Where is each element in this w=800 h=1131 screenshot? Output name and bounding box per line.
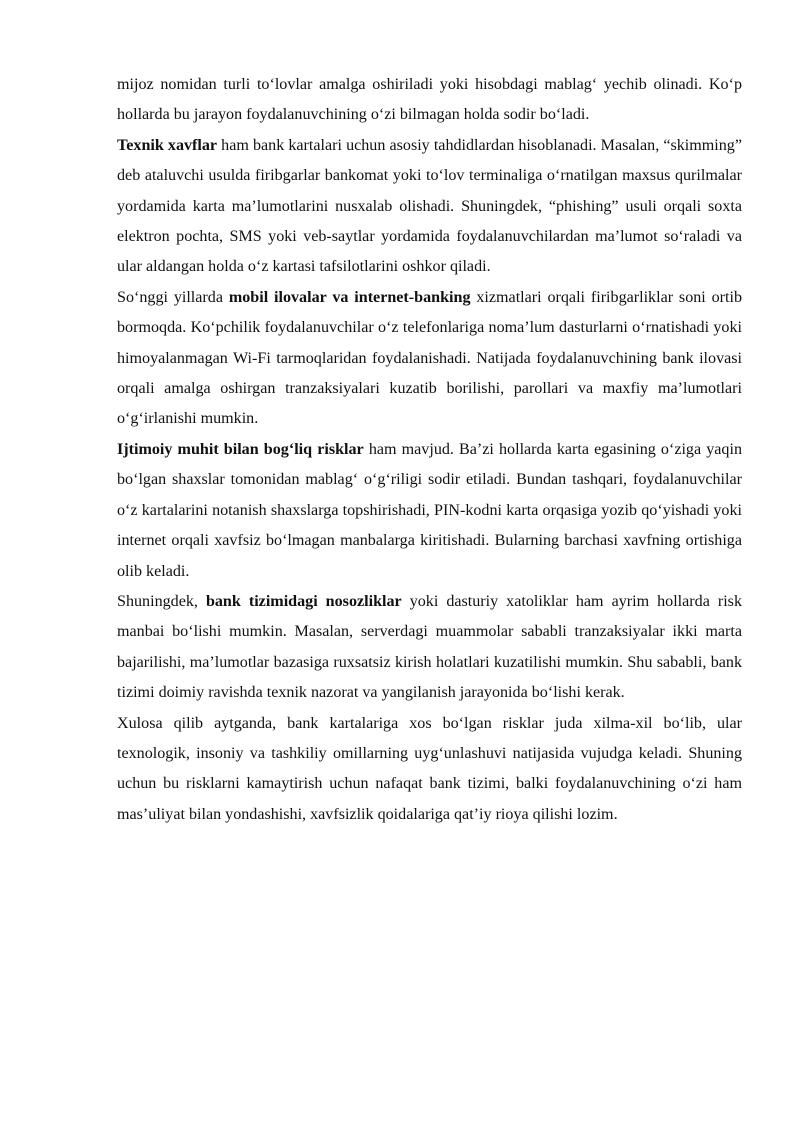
paragraph-text: mijoz nomidan turli to‘lovlar amalga oshiriladi yoki hisobdagi mablag‘ yechib olinadi. Ko‘p hollarda bu jarayon foydalanuvchining o‘zi bilmagan holda sodir bo‘ladi. bbox=[117, 76, 742, 124]
paragraph-bold-term: mobil ilovalar va internet-banking bbox=[228, 288, 471, 306]
paragraph-text: ham mavjud. Ba’zi hollarda karta egasining o‘ziga yaqin bo‘lgan shaxslar tomonidan mablag‘ o‘g‘riligi sodir etiladi. Bundan tashqari, foydalanuvchilar o‘z kartalarini notanish shaxslarga topshirishadi, PIN-kodni karta orqasiga yozib qo‘yishadi yoki internet orqali xavfsiz bo‘lmagan manbalarga kiritishadi. Bularning barchasi xavfning ortishiga olib keladi. bbox=[117, 440, 742, 580]
paragraph-text: xizmatlari orqali firibgarliklar soni ortib bormoqda. Ko‘pchilik foydalanuvchilar o‘z telefonlariga noma’lum dasturlarni o‘rnatishadi yoki himoyalanmagan Wi-Fi tarmoqlaridan foydalanishadi. Natijada foydalanuvchining bank ilovasi orqali amalga oshirgan tranzaksiyalari kuzatib borilishi, parollari va maxfiy ma’lumotlari o‘g‘irlanishi mumkin. bbox=[117, 288, 743, 428]
document-body bbox=[117, 70, 742, 830]
paragraph-bold-term: Texnik xavflar bbox=[117, 136, 218, 154]
paragraph-system-faults bbox=[117, 587, 742, 709]
paragraph-text: Xulosa qilib aytganda, bank kartalariga xos bo‘lgan risklar juda xilma-xil bo‘lib, ular texnologik, insoniy va tashkiliy omillarning uyg‘unlashuvi natijasida vujudga keladi. Shuning uchun bu risklarni kamaytirish uchun nafaqat bank tizimi, balki foydalanuvchining o‘zi ham mas’uliyat bilan yondashishi, xavfsizlik qoidalariga qat’iy rioya qilishi lozim. bbox=[117, 714, 742, 823]
paragraph-bold-term: bank tizimidagi nosozliklar bbox=[205, 592, 402, 610]
paragraph-technical-threats bbox=[117, 131, 742, 283]
paragraph-text: yoki dasturiy xatoliklar ham ayrim hollarda risk manbai bo‘lishi mumkin. Masalan, serverdagi muammolar sababli tranzaksiyalar ikki marta bajarilishi, ma’lumotlar bazasiga ruxsatsiz kirish holatlari kuzatilishi mumkin. Shu sababli, bank tizimi doimiy ravishda texnik nazorat va yangilanish jarayonida bo‘lishi kerak. bbox=[117, 592, 742, 702]
paragraph-text: ham bank kartalari uchun asosiy tahdidlardan hisoblanadi. Masalan, “skimming” deb ataluvchi usulda firibgarlar bankomat yoki to‘lov terminaliga o‘rnatilgan maxsus qurilmalar yordamida karta ma’lumotlarini nusxalab olishadi. Shuningdek, “phishing” usuli orqali soxta elektron pochta, SMS yoki veb-saytlar yordamida foydalanuvchilardan ma’lumot so‘raladi va ular aldangan holda o‘z kartasi tafsilotlarini oshkor qiladi. bbox=[117, 136, 742, 276]
paragraph-continuation bbox=[117, 70, 742, 131]
paragraph-conclusion bbox=[117, 709, 742, 831]
paragraph-text: Shuningdek, bbox=[117, 592, 206, 610]
paragraph-social-risks bbox=[117, 435, 742, 587]
paragraph-text: So‘nggi yillarda bbox=[117, 288, 229, 306]
paragraph-bold-term: Ijtimoiy muhit bilan bog‘liq risklar bbox=[117, 440, 364, 458]
paragraph-mobile-banking bbox=[117, 283, 742, 435]
